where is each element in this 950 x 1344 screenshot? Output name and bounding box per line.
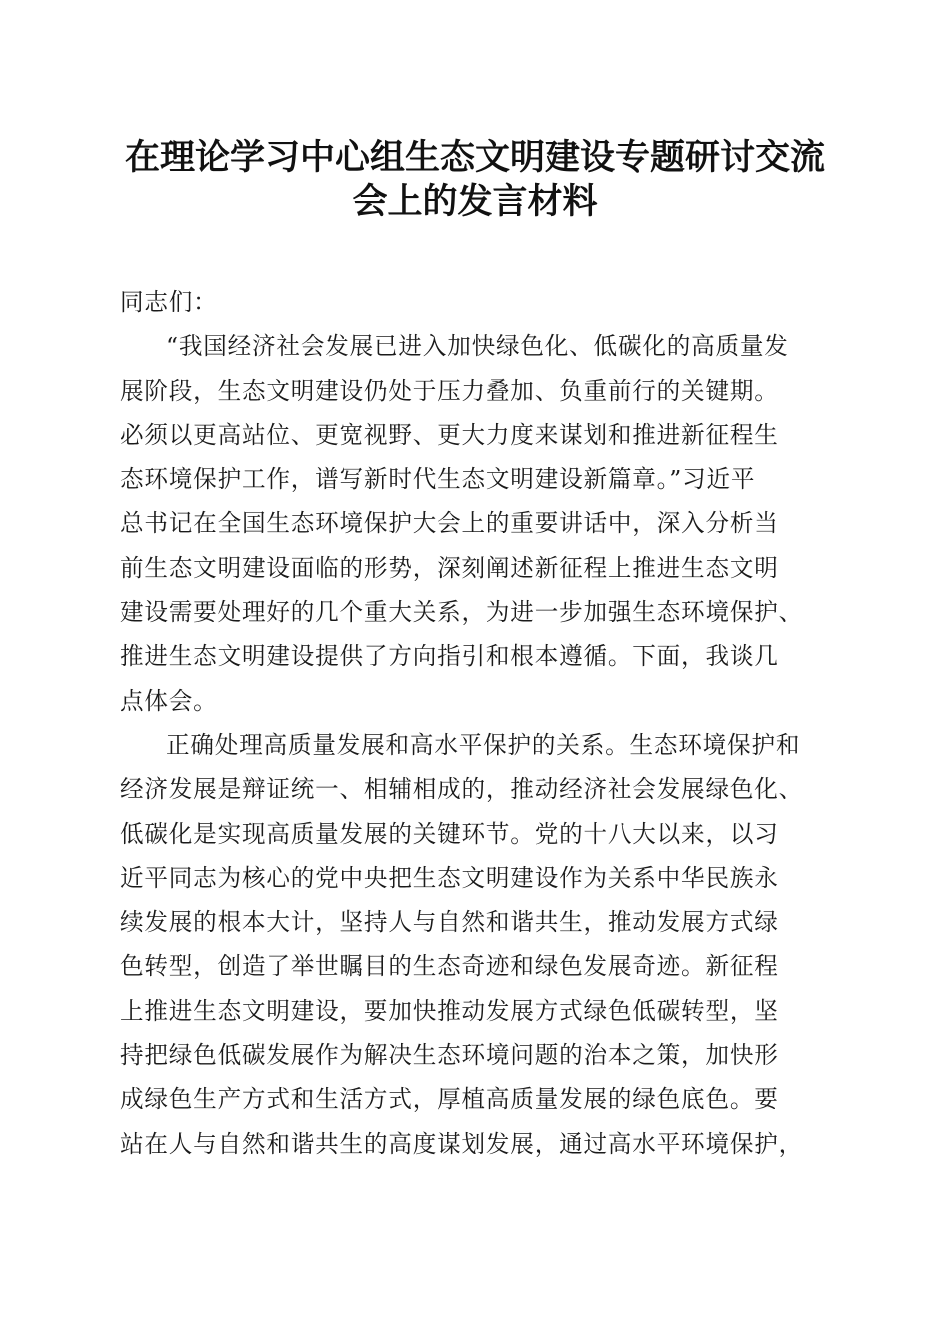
paragraph-line: 持把绿色低碳发展作为解决生态环境问题的治本之策，加快形	[120, 1041, 779, 1070]
paragraph-line: 上推进生态文明建设，要加快推动发展方式绿色低碳转型，坚	[120, 996, 779, 1025]
paragraph-line: “我国经济社会发展已进入加快绿色化、低碳化的高质量发	[166, 332, 789, 361]
paragraph-line: 展阶段，生态文明建设仍处于压力叠加、负重前行的关键期。	[120, 376, 779, 405]
document-body	[120, 280, 835, 1166]
paragraph-line: 正确处理高质量发展和高水平保护的关系。生态环境保护和	[166, 730, 801, 759]
paragraph-line: 推进生态文明建设提供了方向指引和根本遵循。下面，我谈几	[120, 642, 779, 671]
document-title	[100, 136, 850, 224]
paragraph-line: 点体会。	[120, 686, 218, 715]
title-line-1: 在理论学习中心组生态文明建设专题研讨交流	[124, 137, 825, 178]
paragraph-line: 建设需要处理好的几个重大关系，为进一步加强生态环境保护、	[120, 598, 804, 627]
paragraph-line: 总书记在全国生态环境保护大会上的重要讲话中，深入分析当	[120, 509, 779, 538]
paragraph-line: 低碳化是实现高质量发展的关键环节。党的十八大以来，以习	[120, 819, 779, 848]
paragraph-1	[120, 324, 835, 723]
salutation: 同志们：	[120, 288, 218, 316]
paragraph-line: 近平同志为核心的党中央把生态文明建设作为关系中华民族永	[120, 863, 779, 892]
paragraph-line: 色转型，创造了举世瞩目的生态奇迹和绿色发展奇迹。新征程	[120, 952, 779, 981]
paragraph-line: 前生态文明建设面临的形势，深刻阐述新征程上推进生态文明	[120, 553, 779, 582]
paragraph-line: 态环境保护工作，谱写新时代生态文明建设新篇章。”习近平	[120, 465, 756, 494]
title-line-2: 会上的发言材料	[352, 181, 598, 222]
paragraph-line: 成绿色生产方式和生活方式，厚植高质量发展的绿色底色。要	[120, 1085, 779, 1114]
paragraph-line: 续发展的根本大计，坚持人与自然和谐共生，推动发展方式绿	[120, 908, 779, 937]
paragraph-line: 经济发展是辩证统一、相辅相成的，推动经济社会发展绿色化、	[120, 775, 804, 804]
paragraph-2	[120, 723, 835, 1166]
paragraph-line: 站在人与自然和谐共生的高度谋划发展，通过高水平环境保护，	[120, 1129, 804, 1158]
paragraph-line: 必须以更高站位、更宽视野、更大力度来谋划和推进新征程生	[120, 420, 779, 449]
